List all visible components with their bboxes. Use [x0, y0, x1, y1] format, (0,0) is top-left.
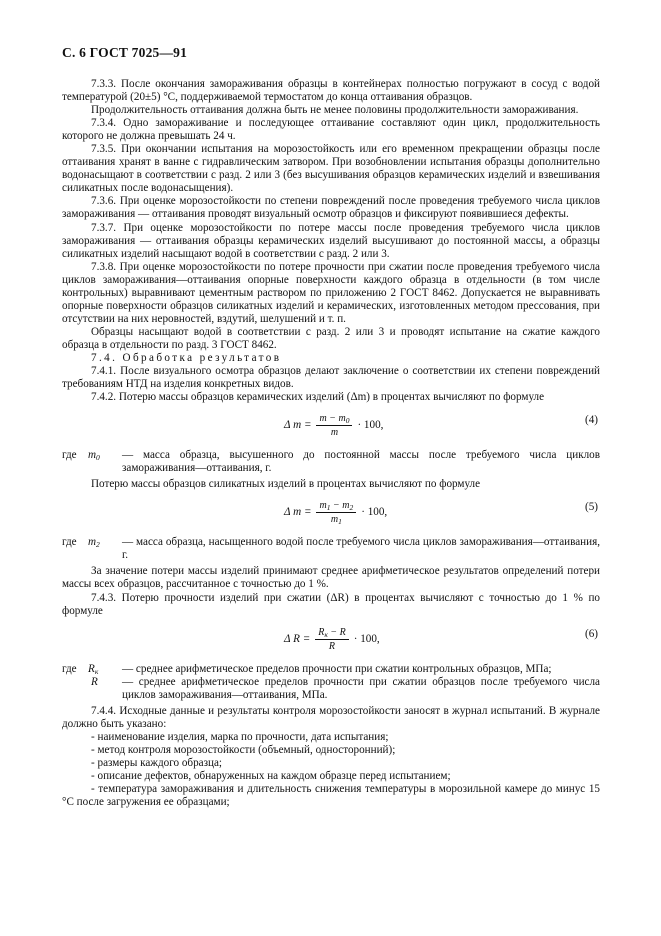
- definition-m0: где $m_0$ — масса образца, высушенного до постоянной массы после требуемого числа циклов замораживания—оттаивания, г.: [62, 449, 600, 475]
- formula-6-denominator: R: [328, 640, 336, 652]
- formula-5-tail: · 100,: [361, 506, 388, 519]
- paragraph-saturation: Образцы насыщают водой в соответствии с разд. 2 или 3 и проводят испытание на сжатие каждого образца в отдельности по разд. 3 ГОСТ 8462.: [62, 325, 600, 351]
- formula-6: [62, 624, 600, 656]
- formula-4-tail: · 100,: [357, 419, 384, 432]
- formula-5-lhs: Δ m =: [284, 506, 312, 519]
- definition-r-text: — среднее арифметическое пределов прочности при сжатии образцов после требуемого числа циклов замораживания—оттаивания, МПа.: [122, 675, 600, 701]
- section-heading-7-4: 7.4. Обработка результатов: [91, 351, 282, 364]
- paragraph-7-3-5: 7.3.5. При окончании испытания на морозостойкость или его временном прекращении образцы после оттаивания хранят в ванне с гидравлическим затвором. При возобновлении испытания образцы дополнительно водонасыщают в соответствии с разд. 2 или 3 (без высушивания образцов керамических изделий и взвешивания силикатных после водонасыщения).: [62, 143, 600, 195]
- page-header: С. 6 ГОСТ 7025—91: [62, 45, 188, 60]
- definition-rk: где $R_к$ — среднее арифметическое пределов прочности при сжатии контрольных образцов, МПа;: [62, 662, 552, 676]
- paragraph-mass-loss-average: За значение потери массы изделий принимают среднее арифметическое результатов определений потери массы всех образцов, рассчитанное с точностью до 1 %.: [62, 565, 600, 591]
- paragraph-7-4-1: 7.4.1. После визуального осмотра образцов делают заключение о соответствии их степени повреждений требованиям НТД на изделия конкретных видов.: [62, 365, 600, 391]
- formula-5-fraction: [316, 500, 356, 525]
- definition-m2-text: — масса образца, насыщенного водой после требуемого числа циклов замораживания—оттаивания, г.: [122, 536, 600, 562]
- paragraph-7-4-2: 7.4.2. Потерю массы образцов керамических изделий (Δm) в процентах вычисляют по формуле: [91, 391, 545, 404]
- list-item: - наименование изделия, марка по прочности, дата испытания;: [91, 730, 389, 743]
- paragraph-7-4-3: 7.4.3. Потерю прочности изделий при сжатии (ΔR) в процентах вычисляют с точностью до 1 % по формуле: [62, 591, 600, 617]
- list-item: - описание дефектов, обнаруженных на каждом образце перед испытанием;: [91, 769, 451, 782]
- formula-6-numerator: $R_к - R$: [315, 627, 348, 640]
- formula-4: [62, 410, 600, 442]
- formula-5-number: (5): [585, 501, 598, 514]
- paragraph-7-3-7: 7.3.7. При оценке морозостойкости по потере массы после проведения требуемого числа циклов замораживания — оттаивания образцы керамических изделий высушивают до постоянной массы, а образцы силикатных изделий насыщают водой в соответствии с разд. 2 или 3.: [62, 221, 600, 260]
- paragraph-7-3-6: 7.3.6. При оценке морозостойкости по степени повреждений после проведения требуемого числа циклов замораживания — оттаивания проводят визуальный осмотр образцов и фиксируют появившиеся дефекты.: [62, 195, 600, 221]
- formula-5-denominator: $m_1$: [330, 514, 342, 527]
- formula-4-denominator: m: [330, 427, 339, 439]
- document-body: [62, 78, 600, 809]
- paragraph-7-4-4: 7.4.4. Исходные данные и результаты контроля морозостойкости заносят в журнал испытаний. В журнале должно быть указано:: [62, 704, 600, 730]
- formula-5-numerator: $m_1 - m_2$: [316, 500, 356, 513]
- list-item: - размеры каждого образца;: [91, 756, 223, 769]
- formula-4-number: (4): [585, 414, 598, 427]
- definition-rk-text: — среднее арифметическое пределов прочности при сжатии контрольных образцов, МПа;: [122, 662, 552, 675]
- list-item: - температура замораживания и длительность снижения температуры в морозильной камере до минус 15 °С после загружения ее образцами;: [62, 783, 600, 809]
- formula-5: [62, 497, 600, 529]
- formula-4-lhs: Δ m =: [284, 419, 312, 432]
- paragraph-silicate-mass-loss: Потерю массы образцов силикатных изделий в процентах вычисляют по формуле: [91, 478, 481, 491]
- formula-6-fraction: [315, 627, 348, 652]
- definition-m2: где $m_2$ — масса образца, насыщенного водой после требуемого числа циклов замораживания—оттаивания, г.: [62, 536, 600, 562]
- list-item: - метод контроля морозостойкости (объемный, односторонний);: [91, 743, 396, 756]
- formula-4-numerator: m − m: [319, 413, 346, 425]
- paragraph-7-3-8: 7.3.8. При оценке морозостойкости по потере прочности при сжатии после проведения требуемого числа циклов замораживания—оттаивания опорные поверхности каждого образца в отдельности (в том числе контрольных) выравнивают цементным раствором по приложению 2 ГОСТ 8462. Допускается не выравнивать опорные поверхности образцов силикатных изделий и керамических, изготовленных методом прессования, при отсутствии на них неровностей, вздутий, шелушений и т. п.: [62, 260, 600, 325]
- paragraph-7-3-4: 7.3.4. Одно замораживание и последующее оттаивание составляют один цикл, продолжительность которого не должна превышать 24 ч.: [62, 117, 600, 143]
- definition-m0-text: — масса образца, высушенного до постоянной массы после требуемого числа циклов замораживания—оттаивания, г.: [122, 449, 600, 475]
- formula-6-tail: · 100,: [353, 632, 380, 645]
- definition-r: R — среднее арифметическое пределов прочности при сжатии образцов после требуемого числа циклов замораживания—оттаивания, МПа.: [91, 675, 600, 701]
- formula-6-lhs: Δ R =: [284, 632, 311, 645]
- paragraph-thaw-duration: Продолжительность оттаивания должна быть не менее половины продолжительности замораживания.: [91, 104, 579, 117]
- paragraph-7-3-3: 7.3.3. После окончания замораживания образцы в контейнерах полностью погружают в сосуд с водой температурой (20±5) °С, поддерживаемой термостатом до конца оттаивания образцов.: [62, 78, 600, 104]
- formula-6-number: (6): [585, 627, 598, 640]
- formula-4-fraction: $\frac{m - m_0}{m}$: [316, 413, 352, 438]
